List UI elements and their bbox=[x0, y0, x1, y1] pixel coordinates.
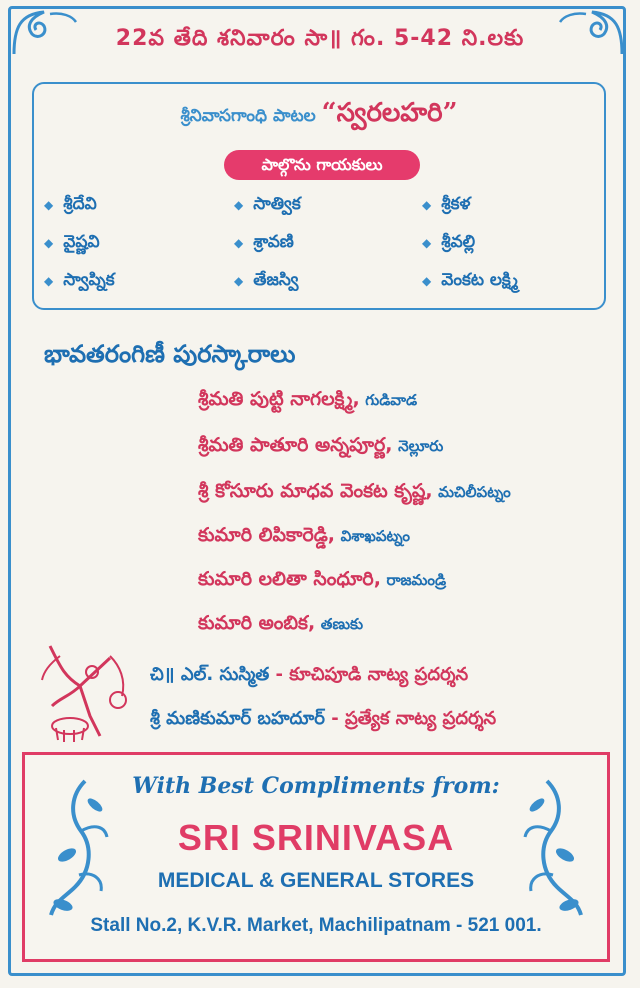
list-item: ◆ శ్రీవల్లి bbox=[422, 232, 476, 252]
list-item: ◆ సాత్విక bbox=[234, 194, 301, 214]
program-title bbox=[34, 98, 604, 134]
sponsor-box bbox=[22, 752, 610, 962]
award-item: కుమారి అంబిక, తణుకు bbox=[198, 612, 364, 634]
diamond-bullet-icon: ◆ bbox=[234, 236, 244, 250]
list-item: ◆ శ్రీకళ bbox=[422, 194, 471, 214]
diamond-bullet-icon: ◆ bbox=[44, 274, 54, 288]
award-item: కుమారి లలితా సింధూరి, రాజమండ్రి bbox=[198, 568, 447, 590]
diamond-bullet-icon: ◆ bbox=[44, 236, 54, 250]
award-item: శ్రీ కోసూరు మాధవ వెంకట కృష్ణ, మచిలీపట్నం bbox=[198, 480, 511, 502]
program-title-prefix: శ్రీనివాసగాంధి పాటల bbox=[180, 106, 316, 126]
compliments-text: With Best Compliments from: bbox=[132, 773, 500, 799]
program-name: “స్వరలహరి” bbox=[321, 98, 458, 128]
list-item: ◆ తేజస్వి bbox=[234, 270, 299, 290]
list-item: ◆ శ్రావణి bbox=[234, 232, 294, 252]
list-item: ◆ శ్రీదేవి bbox=[44, 194, 97, 214]
program-box bbox=[32, 82, 606, 310]
diamond-bullet-icon: ◆ bbox=[234, 274, 244, 288]
list-item: ◆ స్వాప్నిక bbox=[44, 270, 115, 290]
singers-label: పాల్గొను గాయకులు bbox=[224, 150, 420, 180]
store-subtitle: MEDICAL & GENERAL STORES bbox=[157, 869, 475, 892]
store-name: SRI SRINIVASA bbox=[177, 817, 455, 858]
list-item: ◆ వెంకట లక్ష్మి bbox=[422, 270, 518, 290]
diamond-bullet-icon: ◆ bbox=[422, 198, 432, 212]
diamond-bullet-icon: ◆ bbox=[44, 198, 54, 212]
performance-item: చి॥ ఎల్. సుస్మిత - కూచిపూడి నాట్య ప్రదర్శన bbox=[150, 664, 469, 685]
awards-heading: భావతరంగిణీ పురస్కారాలు bbox=[44, 340, 296, 368]
date-line: 22వ తేది శనివారం సా॥ గం. 5-42 ని.లకు bbox=[115, 26, 525, 51]
diamond-bullet-icon: ◆ bbox=[422, 236, 432, 250]
award-item: శ్రీమతి పుట్టి నాగలక్ష్మి, గుడివాడ bbox=[198, 388, 418, 410]
performance-item: శ్రీ మణికుమార్ బహదూర్ - ప్రత్యేక నాట్య ప్రదర్శన bbox=[150, 708, 497, 729]
store-address: Stall No.2, K.V.R. Market, Machilipatnam - 521 001. bbox=[90, 915, 542, 936]
diamond-bullet-icon: ◆ bbox=[234, 198, 244, 212]
diamond-bullet-icon: ◆ bbox=[422, 274, 432, 288]
list-item: ◆ వైష్ణవి bbox=[44, 232, 100, 252]
award-item: శ్రీమతి పాతూరి అన్నపూర్ణ, నెల్లూరు bbox=[198, 434, 444, 456]
dancer-illustration-icon bbox=[30, 636, 140, 746]
award-item: కుమారి లిపికారెడ్డి, విశాఖపట్నం bbox=[198, 524, 410, 546]
